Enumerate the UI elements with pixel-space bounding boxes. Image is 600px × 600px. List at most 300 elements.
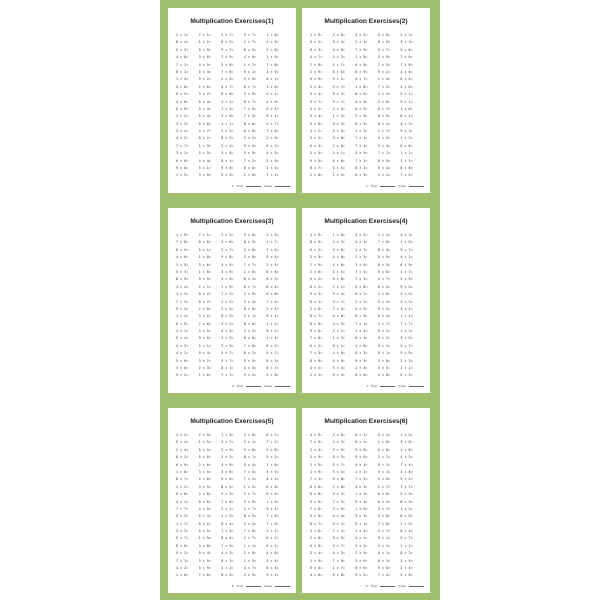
problem-cell: 2 × 1= (377, 543, 391, 548)
problem-cell: 3 × 9= (266, 69, 279, 74)
problem-cell: 6 × 6= (400, 143, 413, 148)
problem-cell: 8 × 3= (400, 499, 413, 504)
problem-cell: 3 × 3= (400, 40, 413, 45)
problem-cell: 5 × 3= (176, 269, 189, 274)
problem-cell: 9 × 9= (198, 277, 211, 282)
worksheet-footer (308, 583, 424, 589)
problem-cell: 2 × 5= (400, 521, 413, 526)
problem-cell: 6 × 9= (355, 173, 368, 178)
problem-cell: 1 × 1= (400, 543, 413, 548)
problem-cell: 2 × 3= (221, 447, 234, 452)
problem-cell: 2 × 7= (221, 247, 234, 252)
problem-cell: 7 × 6= (198, 321, 211, 326)
problem-cell: 8 × 1= (332, 343, 345, 348)
worksheet-footer (174, 183, 290, 189)
problem-cell: 4 × 2= (310, 366, 323, 371)
problem-cell: 2 × 5= (221, 514, 234, 519)
problem-cell: 3 × 9= (310, 233, 323, 237)
problem-cell: 8 × 7= (310, 166, 323, 171)
problem-cell: 9 × 1= (266, 506, 279, 511)
problem-cell: 1 × 3= (355, 492, 368, 497)
problem-cell: 3 × 7= (198, 358, 211, 363)
problem-cell: 7 × 2= (355, 277, 368, 282)
problem-cell: 5 × 9= (266, 158, 279, 163)
problem-cell: 5 × 4= (176, 336, 189, 341)
problem-cell: 3 × 6= (355, 558, 368, 563)
problem-cell: 6 × 1= (266, 77, 279, 82)
problem-cell: 2 × 2= (355, 299, 368, 304)
problem-cell: 4 × 7= (355, 77, 368, 82)
problem-cell: 8 × 6= (310, 484, 323, 489)
worksheet-title: Multiplication Exercises(2) (324, 18, 408, 25)
problem-cell: 7 × 4= (355, 143, 368, 148)
problem-cell: 5 × 8= (266, 447, 279, 452)
problem-cell: 4 × 2= (176, 566, 189, 571)
page-number: 3 (232, 383, 234, 388)
worksheet-page (302, 408, 430, 593)
problem-cell: 9 × 2= (377, 329, 391, 334)
time-label: Time (370, 183, 378, 188)
problem-cell: 5 × 2= (332, 521, 345, 526)
problem-cell: 9 × 7= (243, 33, 257, 37)
problem-cell: 9 × 5= (310, 514, 323, 519)
worksheet-title: Multiplication Exercises(3) (190, 218, 274, 225)
problem-cell: 9 × 8= (377, 566, 391, 571)
problem-cell: 9 × 7= (221, 47, 234, 52)
problem-cell: 9 × 6= (198, 336, 211, 341)
problem-cell: 8 × 8= (243, 321, 257, 326)
time-label: Time (236, 383, 244, 388)
problem-cell: 2 × 7= (243, 40, 257, 45)
problem-cell: 6 × 1= (355, 433, 368, 437)
problem-cell: 7 × 7= (243, 262, 257, 267)
problem-cell: 9 × 3= (377, 306, 391, 311)
problem-cell: 2 × 2= (243, 329, 257, 334)
problem-cell: 6 × 9= (198, 566, 211, 571)
problem-cell: 9 × 6= (355, 455, 368, 460)
problem-cell: 9 × 2= (355, 573, 368, 578)
problem-cell: 6 × 6= (198, 455, 211, 460)
worksheet-footer (174, 583, 290, 589)
problem-cell: 8 × 4= (266, 106, 279, 111)
problem-cell: 4 × 2= (176, 433, 189, 437)
problem-cell: 6 × 5= (266, 566, 279, 571)
problem-cell: 1 × 4= (221, 529, 234, 534)
problem-cell: 7 × 2= (221, 292, 234, 297)
problem-cell: 4 × 1= (221, 99, 234, 104)
problem-cell: 9 × 2= (377, 69, 391, 74)
problem-cell: 6 × 3= (355, 336, 368, 341)
problem-cell: 7 × 2= (266, 440, 279, 445)
problem-cell: 7 × 4= (243, 469, 257, 474)
problem-cell: 7 × 3= (243, 114, 257, 119)
problem-cell: 3 × 3= (377, 366, 391, 371)
problem-cell: 2 × 5= (221, 77, 234, 82)
problem-cell: 1 × 6= (310, 306, 323, 311)
problem-cell: 1 × 5= (243, 558, 257, 563)
problem-cell: 5 × 4= (377, 166, 391, 171)
problem-cell: 2 × 9= (400, 277, 413, 282)
problem-cell: 2 × 8= (377, 292, 391, 297)
problem-grid (308, 232, 424, 380)
problem-cell: 1 × 9= (310, 33, 323, 37)
problem-cell: 3 × 1= (332, 329, 345, 334)
problem-cell: 2 × 8= (198, 492, 211, 497)
problem-cell: 7 × 8= (176, 240, 189, 245)
problem-cell: 5 × 8= (355, 284, 368, 289)
problem-cell: 1 × 6= (355, 506, 368, 511)
problem-cell: 5 × 1= (198, 343, 211, 348)
problem-cell: 1 × 7= (332, 566, 345, 571)
problem-cell: 8 × 6= (355, 92, 368, 97)
problem-cell: 4 × 7= (310, 55, 323, 60)
problem-cell: 7 × 5= (400, 173, 413, 178)
problem-cell: 8 × 5= (332, 455, 345, 460)
problem-cell: 9 × 8= (176, 492, 189, 497)
score-label: Score (264, 583, 273, 588)
problem-cell: 7 × 5= (266, 247, 279, 252)
score-label: Score (264, 383, 273, 388)
problem-cell: 4 × 6= (176, 99, 189, 104)
problem-cell: 8 × 2= (332, 92, 345, 97)
problem-cell: 6 × 3= (243, 47, 257, 52)
problem-cell: 6 × 6= (198, 121, 211, 126)
problem-cell: 7 × 9= (221, 55, 234, 60)
problem-cell: 6 × 2= (310, 40, 323, 45)
problem-cell: 7 × 4= (355, 269, 368, 274)
problem-grid (174, 232, 290, 380)
problem-cell: 4 × 3= (221, 551, 234, 556)
problem-cell: 4 × 9= (221, 462, 234, 467)
problem-cell: 3 × 5= (266, 40, 279, 45)
score-blank (409, 584, 424, 587)
problem-cell: 3 × 8= (243, 433, 257, 437)
problem-cell: 3 × 4= (400, 306, 413, 311)
problem-cell: 3 × 5= (355, 33, 368, 37)
problem-cell: 8 × 5= (310, 240, 323, 245)
problem-cell: 3 × 5= (400, 558, 413, 563)
problem-cell: 3 × 6= (198, 55, 211, 60)
problem-cell: 8 × 8= (310, 358, 323, 363)
problem-cell: 6 × 1= (377, 558, 391, 563)
problem-cell: 3 × 6= (198, 262, 211, 267)
problem-cell: 1 × 7= (400, 269, 413, 274)
problem-cell: 2 × 1= (176, 33, 189, 37)
problem-cell: 8 × 9= (243, 514, 257, 519)
problem-cell: 8 × 8= (221, 92, 234, 97)
problem-cell: 6 × 7= (266, 433, 279, 437)
problem-cell: 2 × 2= (355, 469, 368, 474)
problem-cell: 5 × 5= (221, 306, 234, 311)
problem-cell: 1 × 6= (198, 269, 211, 274)
worksheet-title: Multiplication Exercises(4) (324, 218, 408, 225)
problem-cell: 2 × 5= (266, 166, 279, 171)
problem-cell: 5 × 4= (310, 566, 323, 571)
problem-cell: 9 × 7= (266, 351, 279, 356)
problem-cell: 4 × 7= (221, 358, 234, 363)
score-label: Score (398, 183, 407, 188)
problem-cell: 1 × 2= (243, 484, 257, 489)
problem-cell: 4 × 7= (243, 566, 257, 571)
problem-cell: 4 × 5= (332, 106, 345, 111)
worksheet-footer (308, 383, 424, 389)
problem-cell: 3 × 2= (198, 314, 211, 319)
problem-cell: 1 × 3= (355, 129, 368, 134)
problem-cell: 4 × 1= (400, 255, 413, 260)
problem-cell: 3 × 2= (377, 336, 391, 341)
problem-cell: 8 × 2= (355, 440, 368, 445)
problem-cell: 8 × 9= (377, 114, 391, 119)
problem-cell: 1 × 5= (176, 262, 189, 267)
problem-cell: 1 × 5= (332, 114, 345, 119)
problem-cell: 3 × 7= (243, 506, 257, 511)
problem-cell: 7 × 1= (310, 477, 323, 482)
problem-cell: 4 × 8= (176, 55, 189, 60)
problem-cell: 7 × 9= (221, 284, 234, 289)
problem-cell: 9 × 8= (310, 329, 323, 334)
problem-cell: 1 × 9= (310, 469, 323, 474)
problem-cell: 6 × 9= (176, 462, 189, 467)
problem-cell: 8 × 9= (198, 47, 211, 52)
problem-cell: 7 × 8= (266, 62, 279, 67)
problem-cell: 1 × 4= (377, 77, 391, 82)
problem-cell: 6 × 3= (266, 277, 279, 282)
problem-cell: 9 × 4= (198, 351, 211, 356)
problem-cell: 4 × 9= (266, 99, 279, 104)
problem-cell: 4 × 3= (377, 136, 391, 141)
problem-cell: 4 × 2= (355, 536, 368, 541)
problem-cell: 3 × 4= (332, 366, 345, 371)
problem-cell: 9 × 7= (176, 536, 189, 541)
problem-cell: 1 × 9= (400, 240, 413, 245)
problem-cell: 5 × 6= (221, 477, 234, 482)
problem-cell: 1 × 8= (355, 84, 368, 89)
problem-cell: 3 × 4= (243, 299, 257, 304)
problem-cell: 5 × 9= (377, 255, 391, 260)
problem-cell: 3 × 1= (243, 314, 257, 319)
problem-cell: 8 × 2= (377, 121, 391, 126)
problem-cell: 3 × 4= (176, 284, 189, 289)
problem-cell: 2 × 1= (310, 373, 323, 378)
problem-cell: 7 × 9= (310, 262, 323, 267)
problem-cell: 2 × 1= (332, 284, 345, 289)
problem-cell: 4 × 8= (332, 47, 345, 52)
problem-cell: 9 × 3= (176, 306, 189, 311)
problem-cell: 7 × 5= (332, 306, 345, 311)
problem-cell: 9 × 4= (243, 143, 257, 148)
problem-cell: 1 × 9= (310, 558, 323, 563)
problem-cell: 7 × 5= (266, 514, 279, 519)
problem-cell: 3 × 5= (198, 329, 211, 334)
time-label: Time (236, 183, 244, 188)
problem-cell: 6 × 8= (243, 129, 257, 134)
problem-cell: 1 × 1= (400, 151, 413, 156)
problem-cell: 5 × 1= (266, 92, 279, 97)
problem-cell: 4 × 4= (198, 158, 211, 163)
problem-cell: 3 × 3= (176, 529, 189, 534)
problem-cell: 1 × 1= (221, 121, 234, 126)
problem-cell: 1 × 2= (266, 321, 279, 326)
problem-cell: 4 × 5= (400, 292, 413, 297)
problem-cell: 3 × 1= (377, 469, 391, 474)
problem-cell: 3 × 9= (198, 484, 211, 489)
problem-cell: 4 × 4= (355, 462, 368, 467)
problem-cell: 9 × 7= (332, 84, 345, 89)
problem-cell: 1 × 1= (266, 336, 279, 341)
problem-cell: 4 × 8= (310, 543, 323, 548)
problem-cell: 1 × 2= (198, 40, 211, 45)
problem-cell: 2 × 5= (221, 299, 234, 304)
score-blank (275, 584, 290, 587)
problem-cell: 6 × 5= (221, 314, 234, 319)
problem-cell: 3 × 6= (332, 433, 345, 437)
problem-cell: 1 × 8= (176, 469, 189, 474)
problem-cell: 2 × 5= (221, 233, 234, 237)
problem-cell: 8 × 3= (266, 358, 279, 363)
worksheet-page (168, 8, 296, 193)
problem-cell: 4 × 3= (266, 151, 279, 156)
problem-cell: 7 × 1= (176, 558, 189, 563)
time-blank (380, 384, 395, 387)
problem-cell: 3 × 8= (377, 358, 391, 363)
problem-cell: 6 × 2= (243, 351, 257, 356)
problem-cell: 6 × 4= (198, 69, 211, 74)
problem-cell: 6 × 5= (198, 447, 211, 452)
problem-cell: 2 × 9= (355, 551, 368, 556)
problem-cell: 3 × 9= (243, 92, 257, 97)
problem-cell: 4 × 8= (377, 373, 391, 378)
problem-cell: 6 × 2= (310, 247, 323, 252)
problem-cell: 4 × 8= (221, 240, 234, 245)
problem-cell: 6 × 6= (332, 158, 345, 163)
problem-cell: 1 × 8= (266, 33, 279, 37)
problem-cell: 4 × 1= (176, 329, 189, 334)
problem-cell: 1 × 6= (266, 462, 279, 467)
problem-cell: 6 × 4= (332, 514, 345, 519)
problem-cell: 5 × 3= (332, 55, 345, 60)
problem-cell: 8 × 9= (355, 314, 368, 319)
problem-cell: 3 × 5= (400, 336, 413, 341)
problem-cell: 7 × 3= (221, 543, 234, 548)
problem-cell: 7 × 7= (176, 143, 189, 148)
problem-cell: 7 × 3= (377, 84, 391, 89)
problem-cell: 3 × 4= (377, 143, 391, 148)
problem-cell: 1 × 8= (377, 440, 391, 445)
problem-cell: 9 × 8= (332, 136, 345, 141)
problem-cell: 9 × 9= (198, 173, 211, 178)
problem-cell: 2 × 7= (377, 455, 391, 460)
problem-cell: 7 × 9= (310, 440, 323, 445)
problem-cell: 1 × 9= (266, 55, 279, 60)
problem-cell: 9 × 2= (400, 477, 413, 482)
problem-cell: 1 × 6= (266, 84, 279, 89)
problem-grid (308, 32, 424, 180)
problem-cell: 3 × 4= (266, 558, 279, 563)
problem-cell: 1 × 7= (377, 129, 391, 134)
problem-cell: 1 × 4= (176, 314, 189, 319)
problem-cell: 8 × 4= (332, 40, 345, 45)
problem-cell: 6 × 6= (332, 314, 345, 319)
problem-cell: 3 × 9= (377, 55, 391, 60)
problem-cell: 7 × 4= (400, 462, 413, 467)
problem-cell: 5 × 6= (176, 358, 189, 363)
problem-cell: 4 × 6= (266, 551, 279, 556)
problem-cell: 4 × 1= (332, 151, 345, 156)
problem-cell: 4 × 2= (400, 299, 413, 304)
problem-cell: 7 × 1= (266, 173, 279, 178)
problem-cell: 2 × 7= (243, 536, 257, 541)
problem-cell: 4 × 1= (176, 499, 189, 504)
problem-cell: 5 × 6= (176, 84, 189, 89)
worksheet-page (168, 208, 296, 393)
problem-cell: 4 × 8= (355, 343, 368, 348)
problem-cell: 2 × 1= (400, 158, 413, 163)
problem-cell: 2 × 3= (198, 366, 211, 371)
problem-cell: 5 × 6= (332, 247, 345, 252)
problem-cell: 3 × 9= (221, 269, 234, 274)
problem-cell: 3 × 9= (310, 499, 323, 504)
problem-cell: 8 × 8= (400, 166, 413, 171)
problem-cell: 2 × 2= (176, 114, 189, 119)
problem-cell: 1 × 3= (266, 499, 279, 504)
problem-cell: 7 × 1= (355, 321, 368, 326)
problem-cell: 1 × 3= (332, 336, 345, 341)
time-label: Time (370, 383, 378, 388)
problem-cell: 2 × 2= (221, 566, 234, 571)
problem-cell: 6 × 7= (243, 284, 257, 289)
problem-cell: 6 × 3= (310, 143, 323, 148)
problem-cell: 3 × 2= (377, 173, 391, 178)
problem-cell: 5 × 7= (332, 543, 345, 548)
problem-cell: 4 × 7= (198, 129, 211, 134)
problem-cell: 3 × 8= (243, 247, 257, 252)
problem-cell: 1 × 6= (400, 106, 413, 111)
problem-cell: 5 × 1= (198, 166, 211, 171)
problem-cell: 9 × 6= (310, 121, 323, 126)
problem-cell: 8 × 3= (176, 69, 189, 74)
problem-cell: 7 × 1= (221, 373, 234, 378)
problem-cell: 5 × 2= (310, 277, 323, 282)
problem-grid (174, 432, 290, 580)
problem-cell: 5 × 2= (176, 551, 189, 556)
problem-cell: 8 × 6= (243, 166, 257, 171)
problem-cell: 9 × 9= (400, 351, 413, 356)
problem-cell: 4 × 4= (310, 92, 323, 97)
problem-cell: 2 × 3= (332, 440, 345, 445)
problem-cell: 9 × 7= (400, 247, 413, 252)
problem-cell: 8 × 6= (332, 277, 345, 282)
problem-cell: 3 × 6= (355, 262, 368, 267)
problem-cell: 3 × 4= (176, 129, 189, 134)
problem-cell: 7 × 7= (377, 151, 391, 156)
time-label: Time (236, 583, 244, 588)
problem-cell: 8 × 3= (221, 558, 234, 563)
problem-cell: 6 × 2= (266, 536, 279, 541)
problem-cell: 9 × 1= (266, 573, 279, 578)
problem-cell: 4 × 2= (310, 106, 323, 111)
problem-cell: 9 × 2= (198, 77, 211, 82)
problem-cell: 4 × 4= (266, 477, 279, 482)
problem-cell: 4 × 5= (198, 62, 211, 67)
problem-cell: 9 × 8= (221, 255, 234, 260)
problem-cell: 5 × 8= (266, 373, 279, 378)
score-label: Score (398, 583, 407, 588)
problem-cell: 2 × 4= (266, 306, 279, 311)
problem-cell: 8 × 5= (221, 573, 234, 578)
problem-cell: 6 × 1= (198, 247, 211, 252)
problem-cell: 4 × 6= (310, 573, 323, 578)
problem-cell: 2 × 8= (332, 143, 345, 148)
